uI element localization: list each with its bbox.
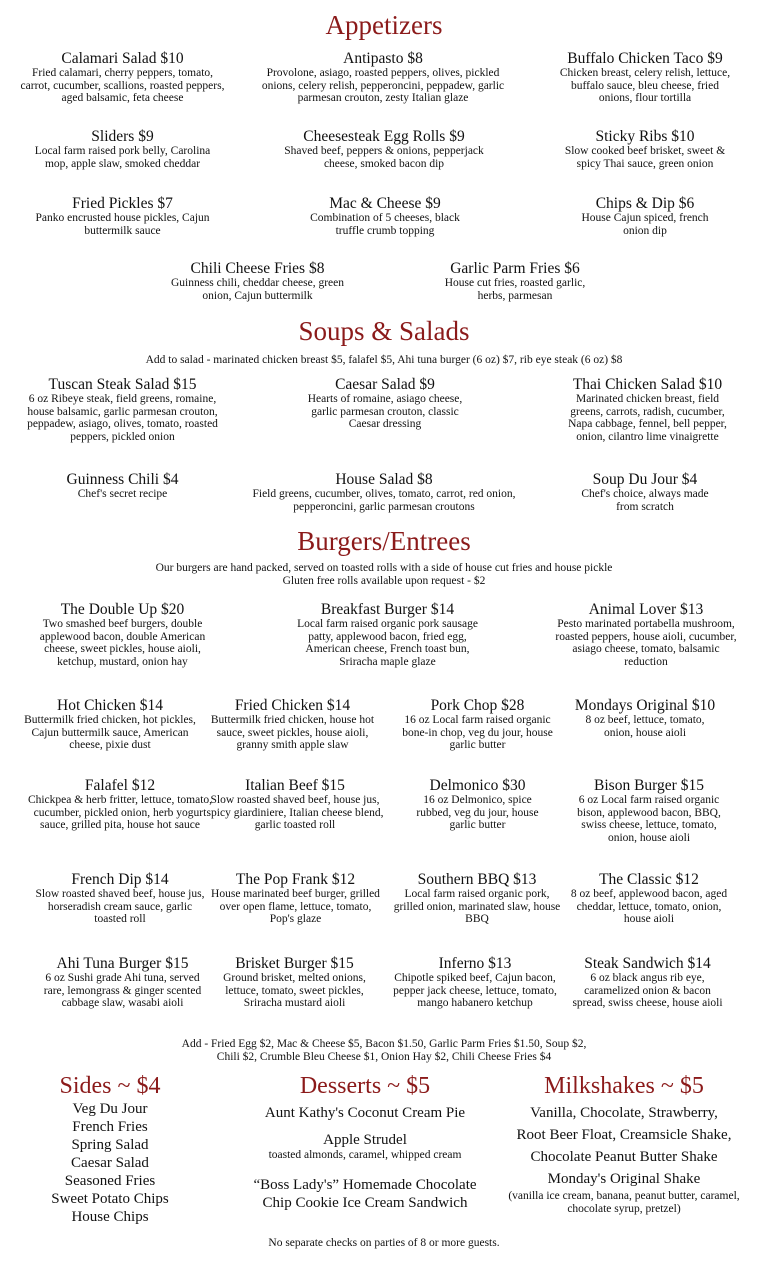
sides-section (20, 1072, 200, 1226)
item-name: Ahi Tuna Burger $15 (56, 955, 189, 972)
item-desc: Slow cooked beef brisket, sweet & spicy Thai sauce, green onion (564, 145, 726, 170)
desserts-section (230, 1072, 500, 1212)
item-desc: 6 oz Local farm raised organic bison, applewood bacon, BBQ, swiss cheese, lettuce, tomato, onion, house aioli (577, 794, 721, 844)
item-desc: House marinated beef burger, grilled over open flame, lettuce, tomato, Pop's glaze (211, 888, 380, 926)
milkshakes-section (500, 1072, 748, 1216)
milkshakes-title: Milkshakes ~ $5 (544, 1073, 704, 1099)
item-name: Animal Lover $13 (588, 601, 704, 618)
salad-add-note: Add to salad - marinated chicken breast $5, falafel $5, Ahi tuna burger (6 oz) $7, rib eye steak (6 oz) $8 (145, 354, 623, 366)
item-name: Fried Chicken $14 (234, 697, 351, 714)
desserts-title: Desserts ~ $5 (299, 1073, 431, 1099)
menu-item (295, 376, 475, 431)
dessert-item: “Boss Lady's” Homemade Chocolate (253, 1177, 477, 1193)
item-desc: Provolone, asiago, roasted peppers, olives, pickled onions, celery relish, pepperoncini, peppadew, garlic parmesan crouton, zesty Italian glaze (261, 67, 505, 105)
menu-item (565, 376, 730, 443)
milkshake-item: Chocolate Peanut Butter Shake (530, 1149, 718, 1165)
item-desc: Ground brisket, melted onions, lettuce, tomato, sweet pickles, Sriracha mustard aioli (223, 972, 366, 1010)
appetizers-title: Appetizers (325, 10, 443, 40)
menu-item (35, 195, 210, 237)
item-name: House Salad $8 (335, 471, 433, 488)
item-name: Buffalo Chicken Taco $9 (567, 50, 723, 67)
item-name: Bison Burger $15 (594, 777, 704, 794)
item-desc: Hearts of romaine, asiago cheese, garlic parmesan crouton, classic Caesar dressing (307, 393, 463, 431)
item-desc: 8 oz beef, applewood bacon, aged cheddar, lettuce, tomato, onion, house aioli (570, 888, 728, 926)
item-name: Breakfast Burger $14 (320, 601, 455, 618)
item-name: Sliders $9 (91, 128, 154, 145)
item-desc: Chickpea & herb fritter, lettuce, tomato, cucumber, pickled onion, herb yogurt sauce, grilled pita, house hot sauce (27, 794, 213, 832)
menu-item (555, 601, 737, 668)
item-name: Garlic Parm Fries $6 (450, 260, 580, 277)
side-item: Veg Du Jour (72, 1101, 148, 1117)
menu-item (212, 955, 377, 1010)
menu-item (40, 955, 205, 1010)
item-desc: Field greens, cucumber, olives, tomato, carrot, red onion, pepperoncini, garlic parmesan croutons (252, 488, 516, 513)
menu-item (290, 601, 485, 668)
menu-item (25, 601, 220, 668)
sides-title: Sides ~ $4 (59, 1073, 161, 1099)
item-name: Italian Beef $15 (245, 777, 345, 794)
item-desc: Chipotle spiked beef, Cajun bacon, pepper jack cheese, lettuce, tomato, mango habanero ketchup (393, 972, 557, 1010)
item-name: Calamari Salad $10 (61, 50, 184, 67)
menu-item (40, 471, 205, 501)
menu-item (252, 50, 514, 105)
item-desc: Chicken breast, celery relish, lettuce, buffalo sauce, bleu cheese, fried onions, flour tortilla (559, 67, 731, 105)
burger-note: Our burgers are hand packed, served on toasted rolls with a side of house cut fries and house pickle (155, 562, 613, 574)
menu-item (35, 871, 205, 926)
item-desc: House cut fries, roasted garlic, herbs, parmesan (444, 277, 586, 302)
item-name: Steak Sandwich $14 (584, 955, 711, 972)
menu-item (305, 195, 465, 237)
burgers-title: Burgers/Entrees (297, 526, 471, 556)
menu-item (280, 128, 488, 170)
item-desc: House Cajun spiced, french onion dip (581, 212, 709, 237)
item-name: The Classic $12 (599, 871, 699, 888)
add-ons-line-1: Add - Fried Egg $2, Mac & Cheese $5, Bacon $1.50, Garlic Parm Fries $1.50, Soup $2, (181, 1038, 587, 1050)
milkshake-desc: (vanilla ice cream, banana, peanut butter, caramel, chocolate syrup, pretzel) (508, 1190, 740, 1215)
menu-item (405, 777, 550, 832)
menu-item (205, 777, 385, 832)
item-desc: Local farm raised organic pork sausage patty, applewood bacon, fried egg, American cheese, French toast bun, Sriracha maple glaze (297, 618, 478, 668)
menu-item (556, 50, 734, 105)
item-desc: Fried calamari, cherry peppers, tomato, carrot, cucumber, scallions, roasted peppers, aged balsamic, feta cheese (20, 67, 225, 105)
item-desc: Slow roasted shaved beef, house jus, horseradish cream sauce, garlic toasted roll (35, 888, 205, 926)
menu-item (390, 697, 565, 752)
item-name: Delmonico $30 (429, 777, 526, 794)
menu-item (570, 955, 725, 1010)
side-item: Caesar Salad (71, 1155, 149, 1171)
item-name: Fried Pickles $7 (72, 195, 173, 212)
item-name: Thai Chicken Salad $10 (572, 376, 723, 393)
item-name: Falafel $12 (84, 777, 156, 794)
item-desc: Slow roasted shaved beef, house jus, spicy giardiniere, Italian cheese blend, garlic toasted roll (206, 794, 384, 832)
item-desc: 6 oz black angus rib eye, caramelized onion & bacon spread, swiss cheese, house aioli (572, 972, 723, 1010)
item-name: Guinness Chili $4 (66, 471, 179, 488)
item-desc: Local farm raised organic pork, grilled onion, marinated slaw, house BBQ (393, 888, 561, 926)
item-name: Brisket Burger $15 (235, 955, 354, 972)
dessert-desc: toasted almonds, caramel, whipped cream (268, 1149, 462, 1161)
item-desc: 8 oz beef, lettuce, tomato, onion, house aioli (585, 714, 705, 739)
side-item: Sweet Potato Chips (51, 1191, 169, 1207)
footer-note: No separate checks on parties of 8 or more guests. (268, 1237, 500, 1249)
item-desc: Local farm raised pork belly, Carolina mop, apple slaw, smoked cheddar (34, 145, 211, 170)
menu-item (440, 260, 590, 302)
side-item: Seasoned Fries (64, 1173, 156, 1189)
item-name: Southern BBQ $13 (417, 871, 537, 888)
item-name: Mac & Cheese $9 (329, 195, 441, 212)
item-desc: 6 oz Sushi grade Ahi tuna, served rare, lemongrass & ginger scented cabbage slaw, wasabi aioli (43, 972, 202, 1010)
item-name: Tuscan Steak Salad $15 (48, 376, 197, 393)
item-name: Cheesesteak Egg Rolls $9 (303, 128, 465, 145)
item-name: Hot Chicken $14 (57, 697, 163, 714)
item-name: Inferno $13 (438, 955, 512, 972)
item-name: Mondays Original $10 (574, 697, 716, 714)
menu-item (568, 777, 730, 844)
soups-salads-title: Soups & Salads (298, 316, 470, 346)
menu-item (20, 777, 220, 832)
menu-item (570, 697, 720, 739)
item-name: The Pop Frank $12 (235, 871, 356, 888)
item-desc: Buttermilk fried chicken, house hot sauce, sweet pickles, house aioli, granny smith apple slaw (210, 714, 375, 752)
menu-item (20, 376, 225, 443)
menu-item (25, 128, 220, 170)
item-desc: Chef's secret recipe (77, 488, 168, 500)
menu-item (205, 697, 380, 752)
item-name: Caesar Salad $9 (335, 376, 435, 393)
item-name: French Dip $14 (71, 871, 169, 888)
menu-item (170, 260, 345, 302)
dessert-item: Chip Cookie Ice Cream Sandwich (262, 1195, 468, 1211)
menu-item (392, 871, 562, 926)
menu-item (20, 697, 200, 752)
add-ons-line-2: Chili $2, Crumble Bleu Cheese $1, Onion Hay $2, Chili Cheese Fries $4 (216, 1051, 552, 1063)
item-name: The Double Up $20 (60, 601, 185, 618)
menu-item (238, 471, 530, 513)
item-desc: Buttermilk fried chicken, hot pickles, Cajun buttermilk sauce, American cheese, pixie dust (24, 714, 196, 752)
menu-item (580, 195, 710, 237)
item-desc: Combination of 5 cheeses, black truffle crumb topping (310, 212, 460, 237)
menu-item (556, 128, 734, 170)
item-desc: Panko encrusted house pickles, Cajun buttermilk sauce (35, 212, 210, 237)
menu-item (20, 50, 225, 105)
menu-item (570, 471, 720, 513)
dessert-item: Aunt Kathy's Coconut Cream Pie (264, 1105, 466, 1121)
milkshake-item: Root Beer Float, Creamsicle Shake, (516, 1127, 732, 1143)
item-name: Pork Chop $28 (430, 697, 525, 714)
item-desc: Pesto marinated portabella mushroom, roasted peppers, house aioli, cucumber, asiago cheese, tomato, balsamic reduction (555, 618, 737, 668)
side-item: House Chips (71, 1209, 149, 1225)
milkshake-item: Monday's Original Shake (547, 1171, 701, 1187)
item-desc: 16 oz Delmonico, spice rubbed, veg du jour, house garlic butter (416, 794, 539, 832)
item-name: Chips & Dip $6 (595, 195, 695, 212)
item-desc: Two smashed beef burgers, double applewood bacon, double American cheese, sweet pickles, house aioli, ketchup, mustard, onion hay (39, 618, 206, 668)
side-item: Spring Salad (71, 1137, 149, 1153)
dessert-item: Apple Strudel (323, 1132, 407, 1148)
item-name: Soup Du Jour $4 (592, 471, 698, 488)
item-desc: Marinated chicken breast, field greens, carrots, radish, cucumber, Napa cabbage, fennel, bell pepper, onion, cilantro lime vinaigrette (568, 393, 727, 443)
menu-item (385, 955, 565, 1010)
item-name: Antipasto $8 (343, 50, 423, 67)
menu-item (570, 871, 728, 926)
item-desc: Chef's choice, always made from scratch (581, 488, 709, 513)
item-name: Sticky Ribs $10 (595, 128, 695, 145)
menu-item (208, 871, 383, 926)
side-item: French Fries (72, 1119, 148, 1135)
item-desc: Guinness chili, cheddar cheese, green onion, Cajun buttermilk (170, 277, 345, 302)
item-desc: 6 oz Ribeye steak, field greens, romaine, house balsamic, garlic parmesan crouton, peppadew, asiago, olives, tomato, roasted peppers, pickled onion (27, 393, 218, 443)
gluten-note: Gluten free rolls available upon request - $2 (282, 575, 486, 587)
milkshake-item: Vanilla, Chocolate, Strawberry, (530, 1105, 718, 1121)
item-name: Chili Cheese Fries $8 (190, 260, 325, 277)
item-desc: Shaved beef, peppers & onions, pepperjack cheese, smoked bacon dip (284, 145, 484, 170)
item-desc: 16 oz Local farm raised organic bone-in chop, veg du jour, house garlic butter (402, 714, 553, 752)
